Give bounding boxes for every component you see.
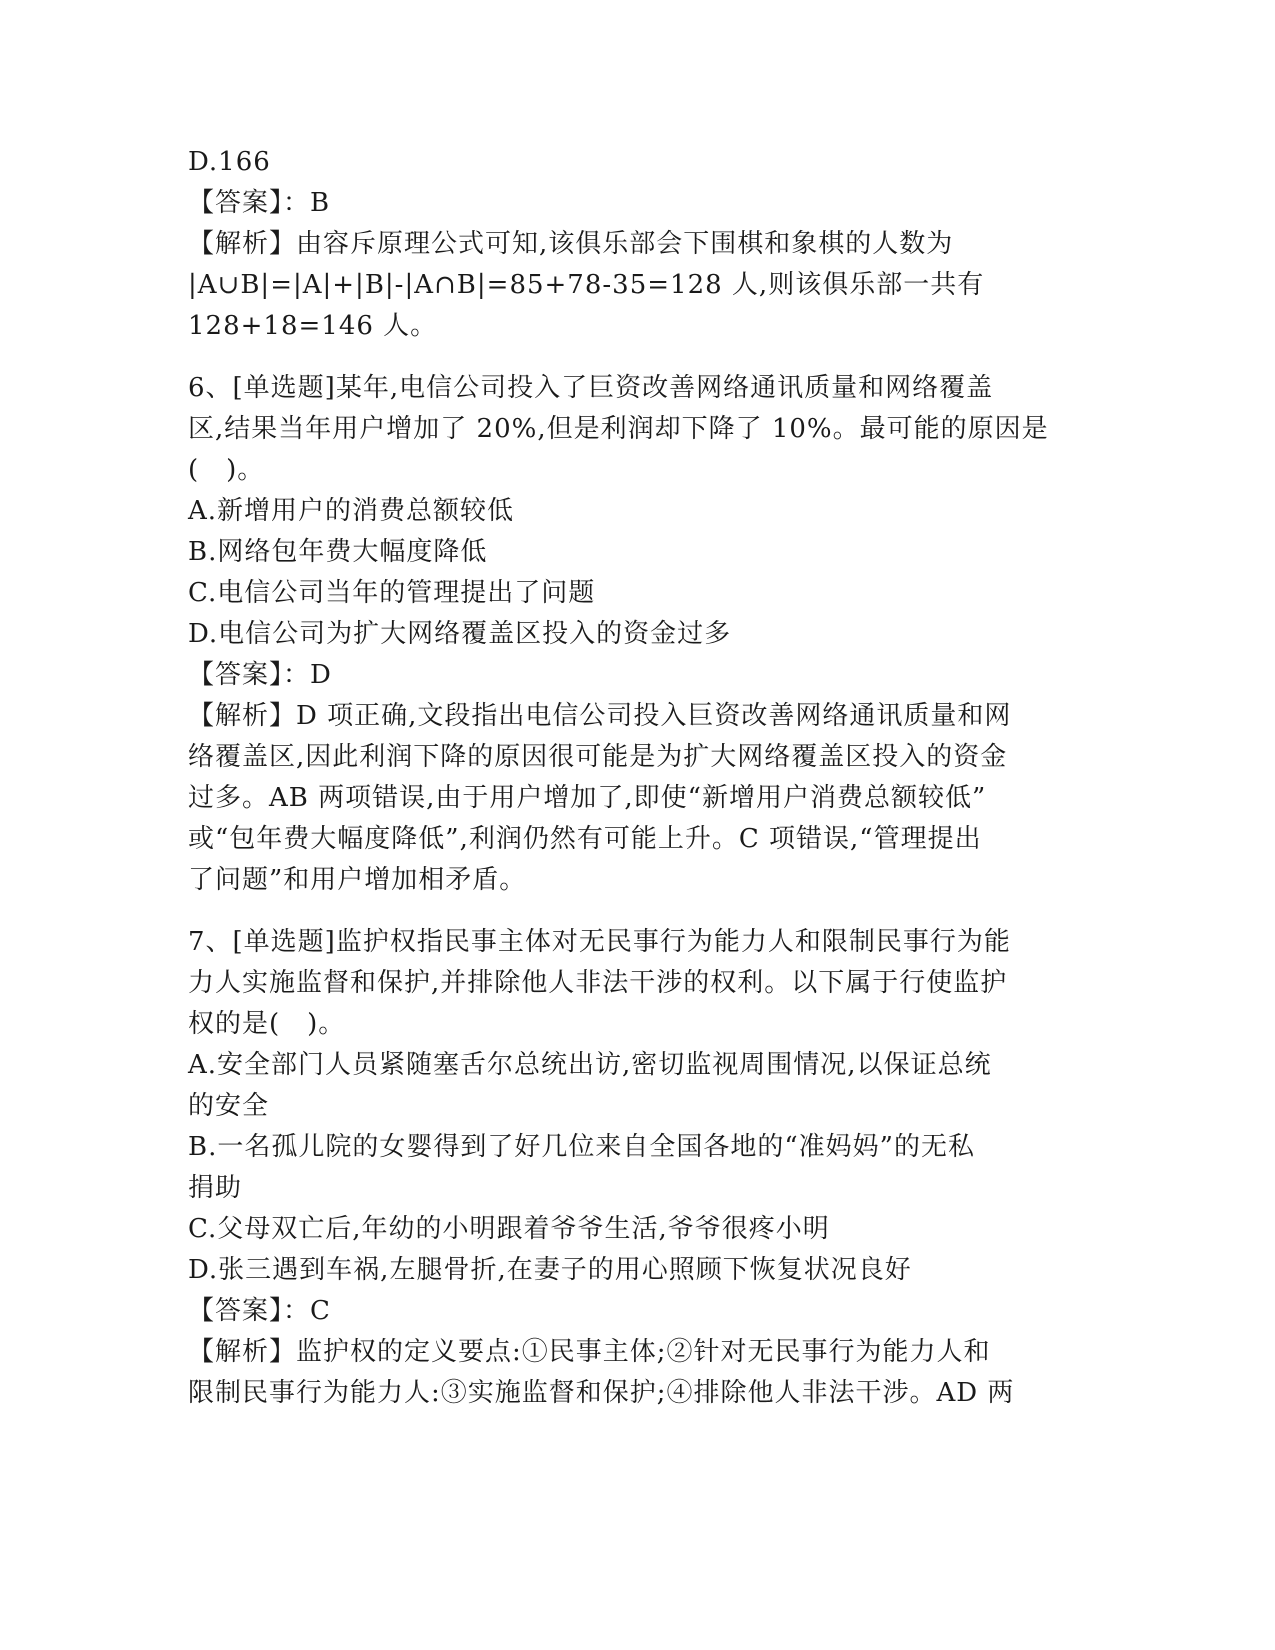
q7-option-b-line-1: B.一名孤儿院的女婴得到了好几位来自全国各地的“准妈妈”的无私 <box>188 1132 975 1162</box>
q5-analysis-line-3: 128+18=146 人。 <box>188 311 438 341</box>
q6-answer: 【答案】：D <box>188 660 332 690</box>
q7-analysis-line-2: 限制民事行为能力人:③实施监督和保护;④排除他人非法干涉。AD 两 <box>188 1378 1015 1408</box>
q6-option-b: B.网络包年费大幅度降低 <box>188 537 488 567</box>
q5-answer: 【答案】：B <box>188 188 331 218</box>
q7-option-a-line-1: A.安全部门人员紧随塞舌尔总统出访,密切监视周围情况,以保证总统 <box>188 1050 992 1080</box>
q5-analysis-line-1: 【解析】由容斥原理公式可知,该俱乐部会下围棋和象棋的人数为 <box>188 229 954 259</box>
q6-analysis-line-1: 【解析】D 项正确,文段指出电信公司投入巨资改善网络通讯质量和网 <box>188 701 1012 731</box>
q6-analysis-line-2: 络覆盖区,因此利润下降的原因很可能是为扩大网络覆盖区投入的资金 <box>188 742 1008 772</box>
q7-stem-line-1: 7、[单选题]监护权指民事主体对无民事行为能力人和限制民事行为能 <box>188 927 1011 957</box>
q5-option-d: D.166 <box>188 147 271 177</box>
q6-stem-line-1: 6、[单选题]某年,电信公司投入了巨资改善网络通讯质量和网络覆盖 <box>188 373 994 403</box>
q7-option-d: D.张三遇到车祸,左腿骨折,在妻子的用心照顾下恢复状况良好 <box>188 1255 912 1285</box>
q6-option-a: A.新增用户的消费总额较低 <box>188 496 515 526</box>
q6-analysis-line-4: 或“包年费大幅度降低”,利润仍然有可能上升。C 项错误,“管理提出 <box>188 824 982 854</box>
q6-option-d: D.电信公司为扩大网络覆盖区投入的资金过多 <box>188 619 732 649</box>
q7-option-c: C.父母双亡后,年幼的小明跟着爷爷生活,爷爷很疼小明 <box>188 1214 830 1244</box>
q7-answer: 【答案】：C <box>188 1296 331 1326</box>
q6-analysis-line-5: 了问题”和用户增加相矛盾。 <box>188 865 527 895</box>
q7-analysis-line-1: 【解析】监护权的定义要点:①民事主体;②针对无民事行为能力人和 <box>188 1337 991 1367</box>
q7-option-b-line-2: 捐助 <box>188 1173 243 1203</box>
q6-analysis-line-3: 过多。AB 两项错误,由于用户增加了,即使“新增用户消费总额较低” <box>188 783 987 813</box>
q7-stem-line-2: 力人实施监督和保护,并排除他人非法干涉的权利。以下属于行使监护 <box>188 968 1008 998</box>
q6-option-c: C.电信公司当年的管理提出了问题 <box>188 578 596 608</box>
q6-stem-line-2: 区,结果当年用户增加了 20%,但是利润却下降了 10%。最可能的原因是 <box>188 414 1049 444</box>
q7-option-a-line-2: 的安全 <box>188 1091 270 1121</box>
q6-stem-line-3: ( )。 <box>188 455 265 485</box>
q7-stem-line-3: 权的是( )。 <box>188 1009 346 1039</box>
q5-analysis-line-2: |A∪B|=|A|+|B|-|A∩B|=85+78-35=128 人,则该俱乐部一共有 <box>188 270 985 300</box>
